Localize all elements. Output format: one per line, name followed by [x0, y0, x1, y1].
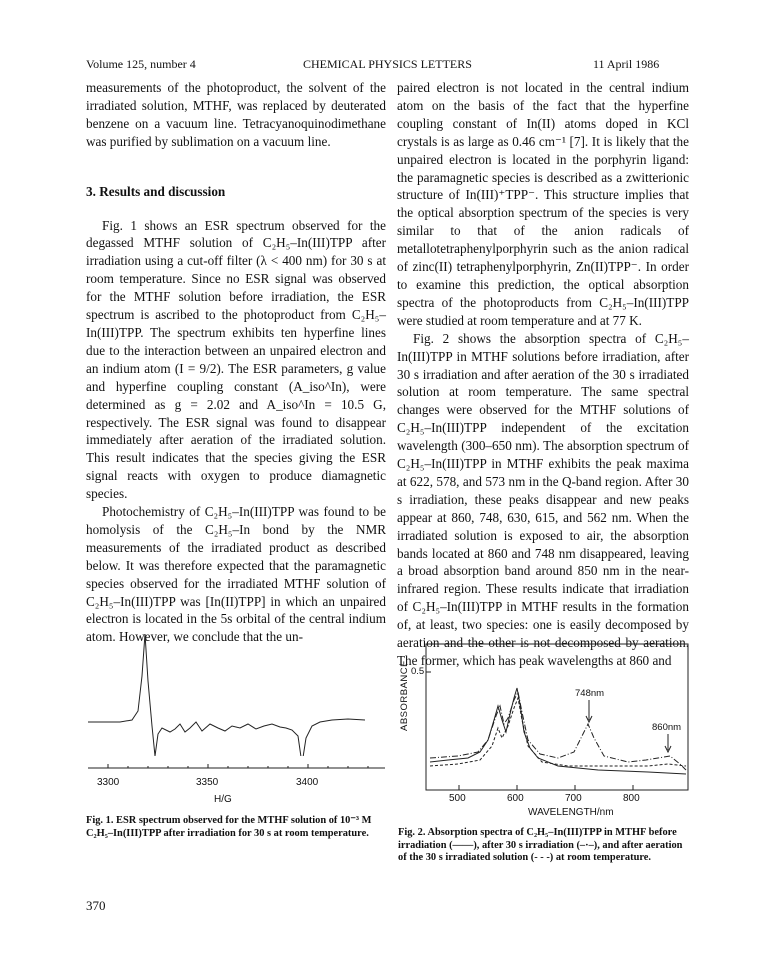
fig2-caption: Fig. 2. Absorption spectra of C₂H₅–In(III)TPP in MTHF before irradiation (——), after 30 s irradiation (–·–), and after aeration of the 30 s irradiated solution (- - -) at room temperature.: [398, 827, 683, 863]
paragraph: Photochemistry of C₂H₅–In(III)TPP was found to be homolysis of the C₂H₅–In bond by the NMR measurements of the irradiated product as described below. It was therefore expected that the paramagnetic species observed for the irradiated MTHF solution of C₂H₅–In(III)TPP was [In(II)TPP] in which an unpaired electron is located in the 5s orbital of the central indium atom. However, we conclude that the un-: [86, 504, 386, 645]
fig1-tick-label: 3350: [196, 777, 219, 788]
fig1-axis: [80, 754, 390, 776]
fig1-tick-label: 3400: [296, 777, 319, 788]
fig2-y-axis-label: ABSORBANCE: [399, 660, 410, 731]
fig1-esr-spectrum: [80, 616, 390, 756]
volume-label: Volume 125, number 4: [86, 57, 196, 71]
journal-title: CHEMICAL PHYSICS LETTERS: [303, 57, 472, 71]
paragraph: measurements of the photoproduct, the solvent of the irradiated solution, MTHF, was replaced by deuterated benzene on a vacuum line. Tetracyanoquinodimethane was purified by sublimation on a vacuum line.: [86, 80, 386, 149]
fig2-x-axis-label: WAVELENGTH/nm: [528, 807, 614, 818]
fig2-y-tick-label: 0.5: [411, 666, 425, 677]
issue-date: 11 April 1986: [593, 57, 660, 71]
section-heading: 3. Results and discussion: [86, 183, 226, 199]
fig1-tick-label: 3300: [97, 777, 120, 788]
right-column: [397, 79, 689, 670]
fig2-tick-label: 700: [565, 793, 582, 804]
curve-after-aeration: [430, 698, 686, 766]
curve-before-irradiation: [430, 688, 686, 774]
fig2-tick-label: 600: [507, 793, 524, 804]
paragraph: Fig. 2 shows the absorption spectra of C₂H₅–In(III)TPP in MTHF solutions before irradiation, after 30 s irradiation and after aeration of the 30 s irradiated solution at room temperature. The same spectral changes were observed for the MTHF solutions of C₂H₅–In(III)TPP independent of the excitation wavelength (300–650 nm). The absorption spectrum of C₂H₅–In(III)TPP in MTHF exhibits the peak maxima at 622, 578, and 573 nm in the Q-band region. After 30 s irradiation, these peaks disappear and new peaks appear at 860, 748, 630, 615, and 562 nm. When the irradiated solution is exposed to air, the absorption bands located at 860 and 748 nm disappeared, leaving a broad absorption band around 850 nm in the near-infrared region. These results indicate that irradiation of C₂H₅–In(III)TPP in MTHF results in the formation of, at least, two species: one is easily decomposed by aeration and the other is not decomposed by aeration. The former, which has peak wavelengths at 860 and: [397, 330, 689, 668]
fig2-annotation-748: 748nm: [575, 688, 605, 699]
left-column: [86, 79, 386, 646]
fig2-tick-label: 500: [449, 793, 466, 804]
page-number: 370: [86, 898, 106, 913]
fig1-caption: Fig. 1. ESR spectrum observed for the MTHF solution of 10⁻³ M C₂H₅–In(III)TPP after irradiation for 30 s at room temperature.: [86, 815, 372, 839]
paragraph: Fig. 1 shows an ESR spectrum observed for the degassed MTHF solution of C₂H₅–In(III)TPP after irradiation using a cut-off filter (λ < 400 nm) for 30 s at room temperature. Since no ESR signal was observed for the MTHF solution before irradiation, the ESR spectrum is ascribed to the photoproduct from C₂H₅–In(III)TPP. The spectrum exhibits ten hyperfine lines due to the interaction between an unpaired electron and an indium atom (I = 9/2). The ESR parameters, g value and hyperfine coupling constant (A_iso^In), were determined as g = 2.02 and A_iso^In = 10.5 G, respectively. The ESR signal was found to disappear immediately after aeration of the irradiated solution. This result indicates that the species giving the ESR signal reacts with oxygen to produce diamagnetic species.: [86, 217, 386, 502]
fig2-absorption-plot: [418, 640, 698, 800]
esr-trace: [88, 634, 302, 756]
fig2-annotation-860: 860nm: [652, 722, 682, 733]
fig1-x-axis-label: H/G: [214, 794, 232, 805]
paragraph: paired electron is not located in the central indium atom on the basis of the fact that the hyperfine coupling constant of In(II) atoms doped in KCl crystals is as large as 0.46 cm⁻¹ [7]. It is likely that the unpaired electron is located in the porphyrin ligand: the paramagnetic species is described as a zwitterionic structure of In(III)⁺TPP⁻. This structure implies that the optical absorption spectrum of the species is very similar to that of the anion radicals of metallotetraphenylporphyrin such as the anion radical of zinc(II) tetraphenylporphyrin, Zn(II)TPP⁻. In order to examine this prediction, the optical absorption spectra of the photoproducts from C₂H₅–In(III)TPP were studied at room temperature and at 77 K.: [397, 80, 689, 328]
fig2-tick-label: 800: [623, 793, 640, 804]
